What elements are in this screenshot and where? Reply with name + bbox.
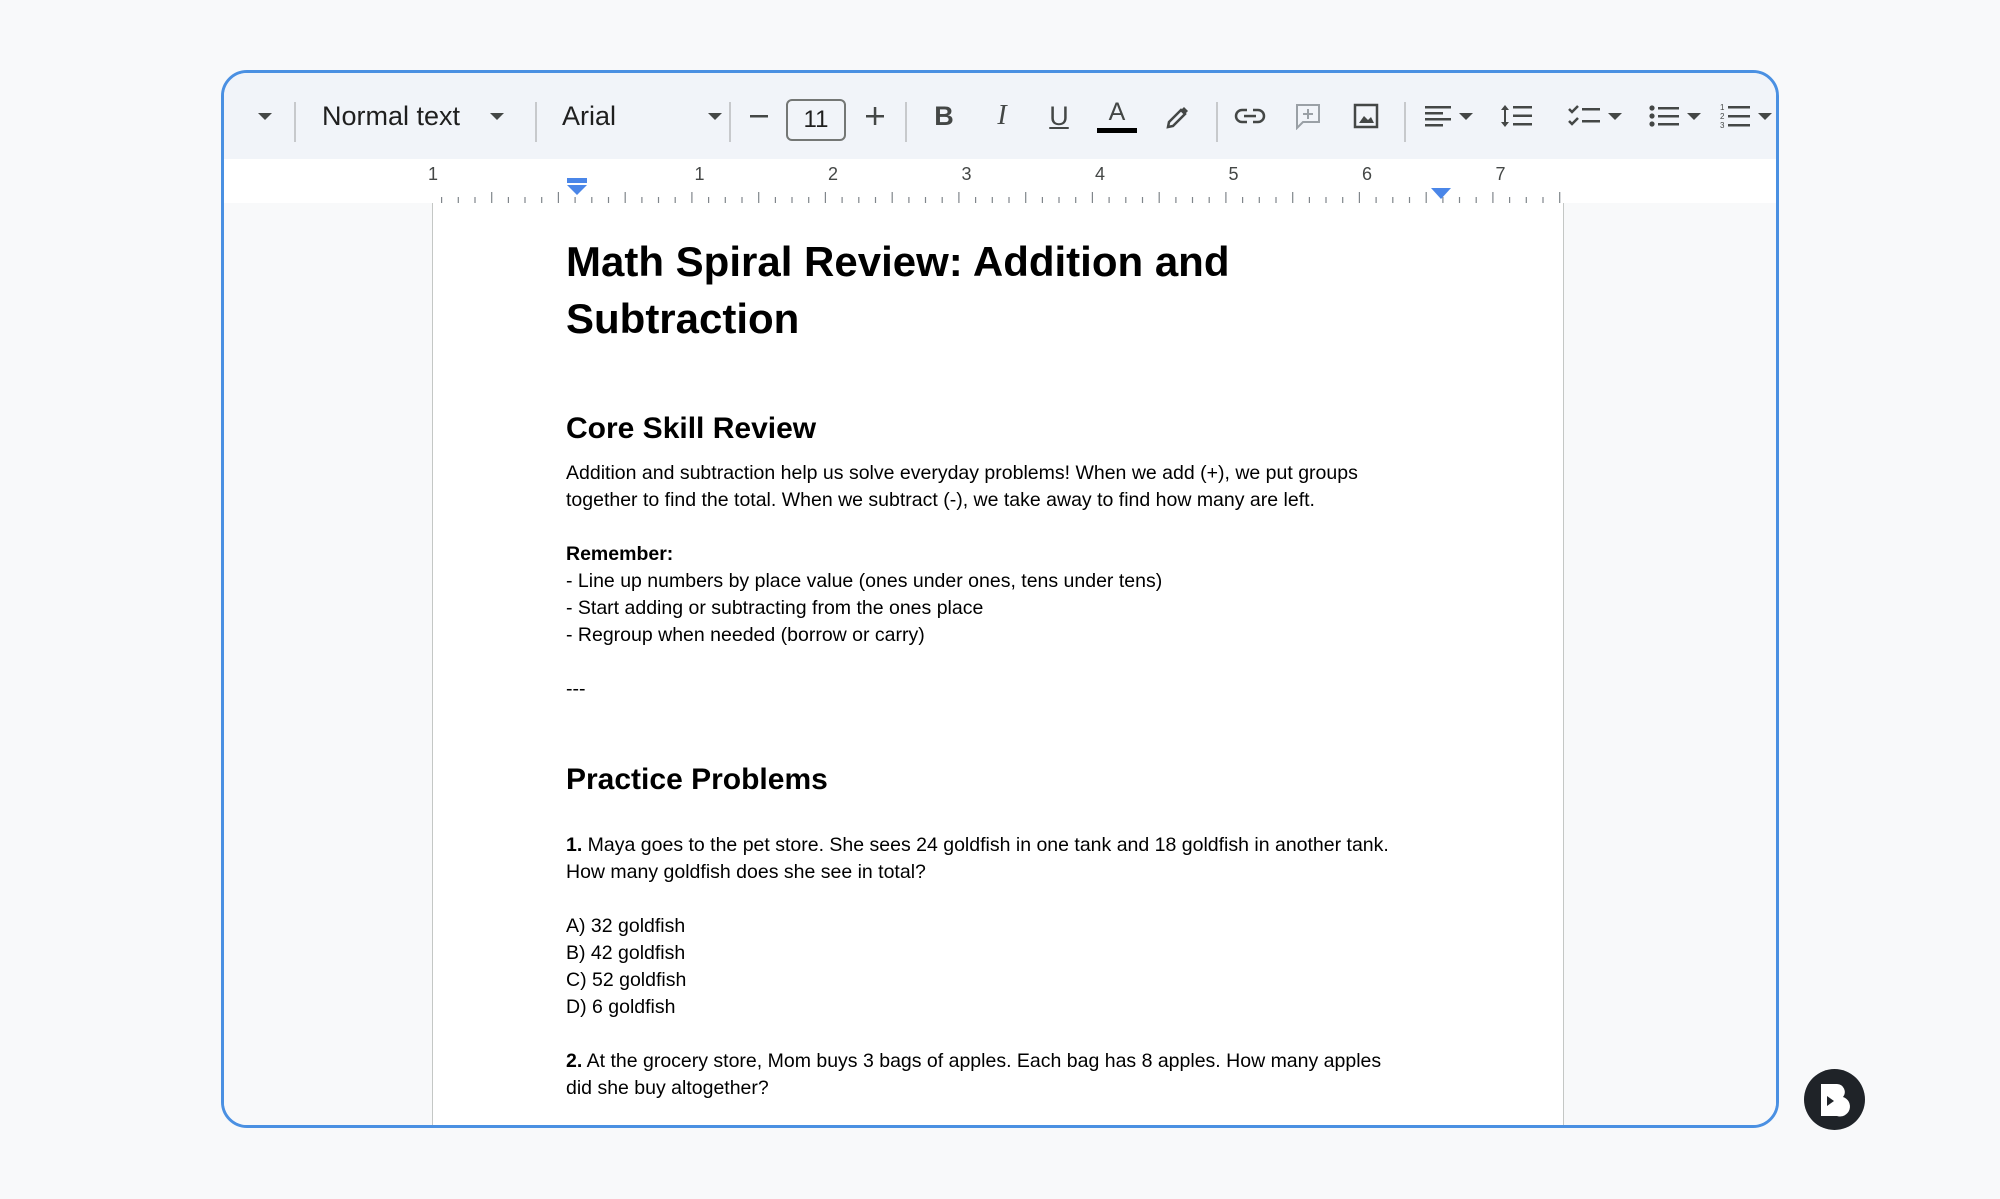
image-icon — [1352, 102, 1380, 130]
document-page[interactable] — [432, 203, 1564, 1128]
plus-icon — [864, 105, 886, 127]
document-window — [221, 70, 1779, 1128]
text-color-button[interactable] — [1095, 73, 1139, 159]
font-size-value: 11 — [803, 106, 829, 133]
ruler-label: 3 — [961, 164, 972, 184]
decrease-font-size-button[interactable] — [744, 73, 774, 159]
intro-paragraph — [566, 460, 1466, 514]
align-left-icon — [1425, 104, 1451, 128]
question-2-line-2: did she buy altogether? — [566, 1077, 769, 1099]
svg-text:3: 3 — [1720, 121, 1725, 130]
ruler[interactable] — [224, 159, 1776, 204]
caret-down-icon — [1758, 113, 1772, 120]
question-1-line-1: Maya goes to the pet store. She sees 24 goldfish in one tank and 18 goldfish in another tank. — [582, 834, 1389, 856]
toolbar — [224, 73, 1776, 159]
caret-down-icon — [258, 113, 272, 120]
line-spacing-icon — [1500, 103, 1532, 129]
caret-down-icon — [1459, 113, 1473, 120]
minus-icon — [748, 105, 770, 127]
font-family-select[interactable] — [562, 73, 722, 159]
font-size-input[interactable] — [786, 99, 846, 141]
brand-logo — [1804, 1069, 1865, 1130]
italic-icon: I — [997, 100, 1007, 131]
checklist-icon — [1568, 104, 1600, 128]
remember-item: - Line up numbers by place value (ones under ones, tens under tens) — [566, 570, 1163, 592]
ruler-scale — [224, 159, 1779, 203]
highlighter-icon — [1164, 102, 1192, 130]
divider-text: --- — [566, 678, 586, 700]
question-2-number: 2. — [566, 1050, 583, 1072]
ruler-label: 7 — [1495, 164, 1506, 184]
remember-item: - Regroup when needed (borrow or carry) — [566, 624, 925, 646]
text-color-bar — [1097, 128, 1137, 133]
paragraph-style-select[interactable] — [322, 73, 522, 159]
font-family-label: Arial — [562, 100, 617, 131]
ruler-label: 2 — [827, 164, 839, 184]
ruler-label: 6 — [1361, 164, 1373, 184]
italic-button[interactable] — [982, 73, 1022, 159]
numbered-list-icon — [1720, 102, 1750, 130]
intro-line-2: together to find the total. When we subtract (-), we take away to find how many are left. — [566, 489, 1315, 511]
caret-down-icon — [1608, 113, 1622, 120]
bold-button[interactable] — [924, 73, 964, 159]
title-line-2: Subtraction — [566, 295, 800, 342]
toolbar-divider — [905, 102, 907, 142]
right-indent-marker[interactable] — [1431, 188, 1451, 199]
highlight-color-button[interactable] — [1158, 73, 1198, 159]
ruler-ticks — [441, 192, 1560, 203]
document-title — [566, 233, 1466, 347]
ruler-label: 5 — [1228, 164, 1239, 184]
question-1-line-2: How many goldfish does she see in total? — [566, 861, 926, 883]
svg-text:1: 1 — [1720, 103, 1725, 112]
link-icon — [1234, 106, 1266, 126]
section-heading-practice-problems: Practice Problems — [566, 763, 828, 796]
line-spacing-button[interactable] — [1496, 73, 1536, 159]
more-options-dropdown[interactable] — [250, 73, 280, 159]
ruler-label: 1 — [427, 164, 439, 184]
bulleted-list-dropdown[interactable] — [1642, 73, 1708, 159]
answer-option: D) 6 goldfish — [566, 996, 676, 1018]
intro-line-1: Addition and subtraction help us solve everyday problems! When we add (+), we put groups — [566, 462, 1358, 484]
increase-font-size-button[interactable] — [860, 73, 890, 159]
question-1-number: 1. — [566, 834, 583, 856]
bold-icon: B — [934, 100, 954, 131]
svg-text:2: 2 — [1720, 112, 1725, 121]
brand-logo-icon — [1817, 1081, 1853, 1119]
underline-icon: U — [1049, 100, 1069, 131]
question-2-line-1: At the grocery store, Mom buys 3 bags of apples. Each bag has 8 apples. How many apples — [582, 1050, 1382, 1072]
text-color-icon: A — [1108, 98, 1126, 126]
answer-option: A) 32 goldfish — [566, 915, 686, 937]
ruler-label: 4 — [1094, 164, 1106, 184]
align-dropdown[interactable] — [1420, 73, 1478, 159]
document-canvas[interactable] — [224, 203, 1776, 1125]
question-2 — [566, 1048, 1466, 1102]
title-line-1: Math Spiral Review: Addition and — [566, 238, 1230, 285]
add-comment-button[interactable] — [1288, 73, 1328, 159]
remember-item: - Start adding or subtracting from the ones place — [566, 597, 984, 619]
ruler-label: 1 — [694, 164, 705, 184]
answer-option: C) 52 goldfish — [566, 969, 687, 991]
toolbar-divider — [294, 102, 296, 142]
first-line-indent-marker[interactable] — [567, 178, 587, 183]
bulleted-list-icon — [1649, 104, 1679, 128]
toolbar-divider — [729, 102, 731, 142]
insert-image-button[interactable] — [1346, 73, 1386, 159]
add-comment-icon — [1294, 102, 1322, 130]
section-heading-core-skill: Core Skill Review — [566, 412, 817, 445]
checklist-dropdown[interactable] — [1562, 73, 1628, 159]
paragraph-style-label: Normal text — [322, 100, 461, 131]
caret-down-icon — [708, 113, 722, 120]
left-indent-marker[interactable] — [567, 185, 587, 195]
answer-option: B) 42 goldfish — [566, 942, 686, 964]
toolbar-divider — [1404, 102, 1406, 142]
question-1 — [566, 832, 1466, 886]
numbered-list-dropdown[interactable] — [1720, 73, 1779, 159]
remember-label: Remember: — [566, 543, 674, 565]
caret-down-icon — [1687, 113, 1701, 120]
toolbar-divider — [1216, 102, 1218, 142]
underline-button[interactable] — [1039, 73, 1079, 159]
toolbar-divider — [535, 102, 537, 142]
document-body[interactable] — [566, 233, 1466, 1102]
insert-link-button[interactable] — [1230, 73, 1270, 159]
caret-down-icon — [490, 113, 504, 120]
